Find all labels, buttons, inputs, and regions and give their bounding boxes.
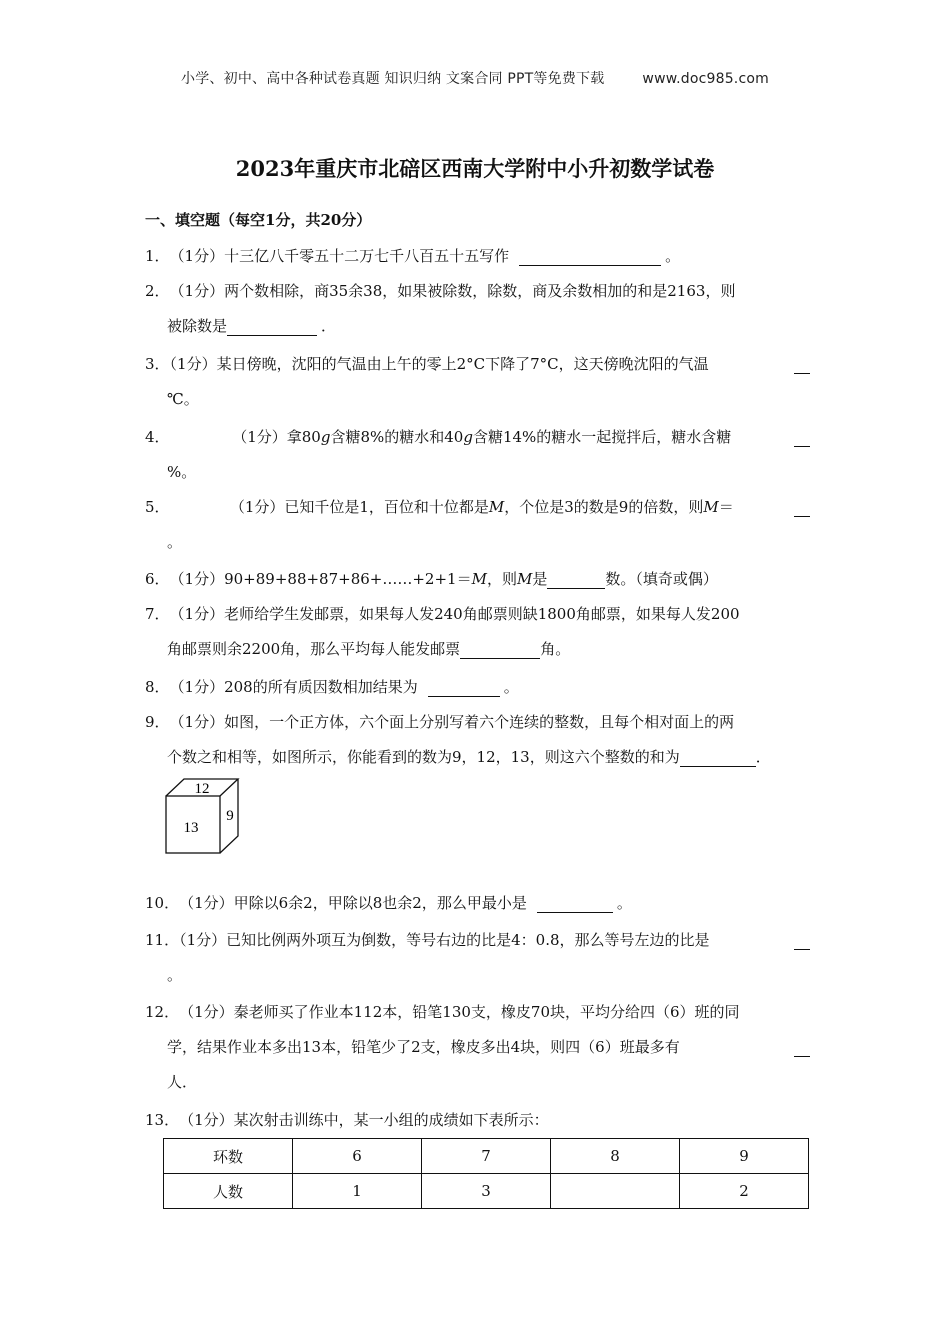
- question-text: （1分）90+89+88+87+86+……+2+1＝M，则M是: [169, 570, 548, 588]
- cube-top-number: 12: [194, 781, 210, 797]
- question-11: [145, 930, 810, 985]
- question-number: 6．: [145, 570, 170, 588]
- cube-front-number: 13: [183, 820, 199, 836]
- answer-blank[interactable]: [428, 681, 500, 697]
- answer-blank[interactable]: [227, 320, 317, 336]
- question-8: [145, 677, 810, 697]
- answer-blank[interactable]: [794, 431, 810, 447]
- question-text: （1分）老师给学生发邮票，如果每人发240角邮票则缺1800角邮票，如果每人发200: [169, 605, 740, 623]
- question-number: 4．: [145, 428, 170, 446]
- question-text: 。: [167, 966, 183, 984]
- question-text: （1分）两个数相除，商35余38，如果被除数，除数，商及余数相加的和是2163，则: [169, 282, 736, 300]
- question-2: [145, 281, 810, 336]
- table-cell: 7: [422, 1139, 551, 1174]
- question-text: ．: [755, 748, 771, 766]
- question-text: （1分）已知千位是1，百位和十位都是M，个位是3的数是9的倍数，则M＝: [229, 498, 734, 516]
- question-text: 。: [665, 247, 681, 265]
- question-6: [145, 569, 810, 589]
- question-number: 9．: [145, 713, 170, 731]
- answer-blank[interactable]: [680, 751, 756, 767]
- question-text: （1分）甲除以6余2，甲除以8也余2，那么甲最小是: [179, 894, 527, 912]
- question-number: 1．: [145, 247, 170, 265]
- answer-blank[interactable]: [794, 358, 810, 374]
- question-text: （1分）如图，一个正方体，六个面上分别写着六个连续的整数，且每个相对面上的两: [169, 713, 735, 731]
- answer-blank[interactable]: [794, 1041, 810, 1057]
- table-row: [164, 1174, 809, 1209]
- table-cell: 环数: [164, 1139, 293, 1174]
- question-number: 8．: [145, 678, 170, 696]
- answer-blank[interactable]: [794, 934, 810, 950]
- table-cell: 8: [551, 1139, 680, 1174]
- question-text: ．: [321, 317, 337, 335]
- answer-blank[interactable]: [519, 250, 661, 266]
- question-text: 角邮票则余2200角，那么平均每人能发邮票: [167, 640, 461, 658]
- question-7: [145, 604, 810, 659]
- question-4: [145, 427, 810, 482]
- question-12: [145, 1002, 810, 1092]
- table-cell: 9: [680, 1139, 809, 1174]
- question-text: 角。: [540, 640, 571, 658]
- question-text: 数。（填奇或偶）: [605, 570, 718, 588]
- question-text: （1分）已知比例两外项互为倒数，等号右边的比是4：0.8，那么等号左边的比是: [179, 931, 710, 949]
- answer-blank[interactable]: [537, 897, 613, 913]
- question-number: 3．: [145, 355, 170, 373]
- question-number: 10．: [145, 894, 180, 912]
- question-text: 。: [503, 678, 519, 696]
- question-text: 学，结果作业本多出13本，铅笔少了2支，橡皮多出4块，则四（6）班最多有: [167, 1038, 680, 1056]
- question-9: [145, 712, 810, 767]
- table-cell: 3: [422, 1174, 551, 1209]
- question-text: （1分）208的所有质因数相加结果为: [169, 678, 418, 696]
- question-1: [145, 246, 810, 266]
- question-text: ℃。: [167, 390, 199, 408]
- score-table: [163, 1138, 809, 1209]
- answer-blank[interactable]: [460, 643, 540, 659]
- question-text: （1分）某日傍晚，沈阳的气温由上午的零上2°C下降了7°C，这天傍晚沈阳的气温: [169, 355, 709, 373]
- question-number: 5．: [145, 498, 170, 516]
- question-text: （1分）十三亿八千零五十二万七千八百五十五写作: [169, 247, 510, 265]
- page-title: 2023年重庆市北碚区西南大学附中小升初数学试卷: [235, 156, 715, 181]
- question-text: %。: [167, 463, 197, 481]
- question-number: 13．: [145, 1111, 180, 1129]
- question-3: [145, 354, 810, 409]
- answer-blank[interactable]: [794, 501, 810, 517]
- header-site-link[interactable]: www.doc985.com: [642, 71, 769, 87]
- answer-blank[interactable]: [547, 573, 605, 589]
- cube-side-number: 9: [226, 808, 234, 824]
- question-text: （1分）拿80g含糖8%的糖水和40g含糖14%的糖水一起搅拌后，糖水含糖: [232, 428, 732, 446]
- question-text: 被除数是: [167, 317, 228, 335]
- table-row: [164, 1139, 809, 1174]
- question-text: 个数之和相等，如图所示，你能看到的数为9，12，13，则这六个整数的和为: [167, 748, 680, 766]
- section-heading: 一、填空题（每空1分，共20分）: [145, 211, 372, 229]
- question-text: （1分）秦老师买了作业本112本，铅笔130支，橡皮70块，平均分给四（6）班的同: [179, 1003, 740, 1021]
- question-5: [145, 497, 810, 552]
- question-text: 。: [167, 533, 183, 551]
- question-text: （1分）某次射击训练中，某一小组的成绩如下表所示：: [179, 1111, 549, 1129]
- table-cell: 6: [293, 1139, 422, 1174]
- table-cell: 2: [680, 1174, 809, 1209]
- question-number: 7．: [145, 605, 170, 623]
- cube-figure: [162, 776, 246, 858]
- question-number: 11．: [145, 931, 180, 949]
- table-cell-blank[interactable]: [551, 1174, 680, 1209]
- table-cell: 1: [293, 1174, 422, 1209]
- header-text: 小学、初中、高中各种试卷真题 知识归纳 文案合同 PPT等免费下载: [181, 71, 605, 87]
- table-cell: 人数: [164, 1174, 293, 1209]
- question-text: 。: [616, 894, 632, 912]
- question-number: 12．: [145, 1003, 180, 1021]
- question-text: 人．: [167, 1073, 198, 1091]
- question-10: [145, 893, 810, 913]
- question-number: 2．: [145, 282, 170, 300]
- question-13: [145, 1110, 810, 1130]
- page-header: [0, 68, 950, 88]
